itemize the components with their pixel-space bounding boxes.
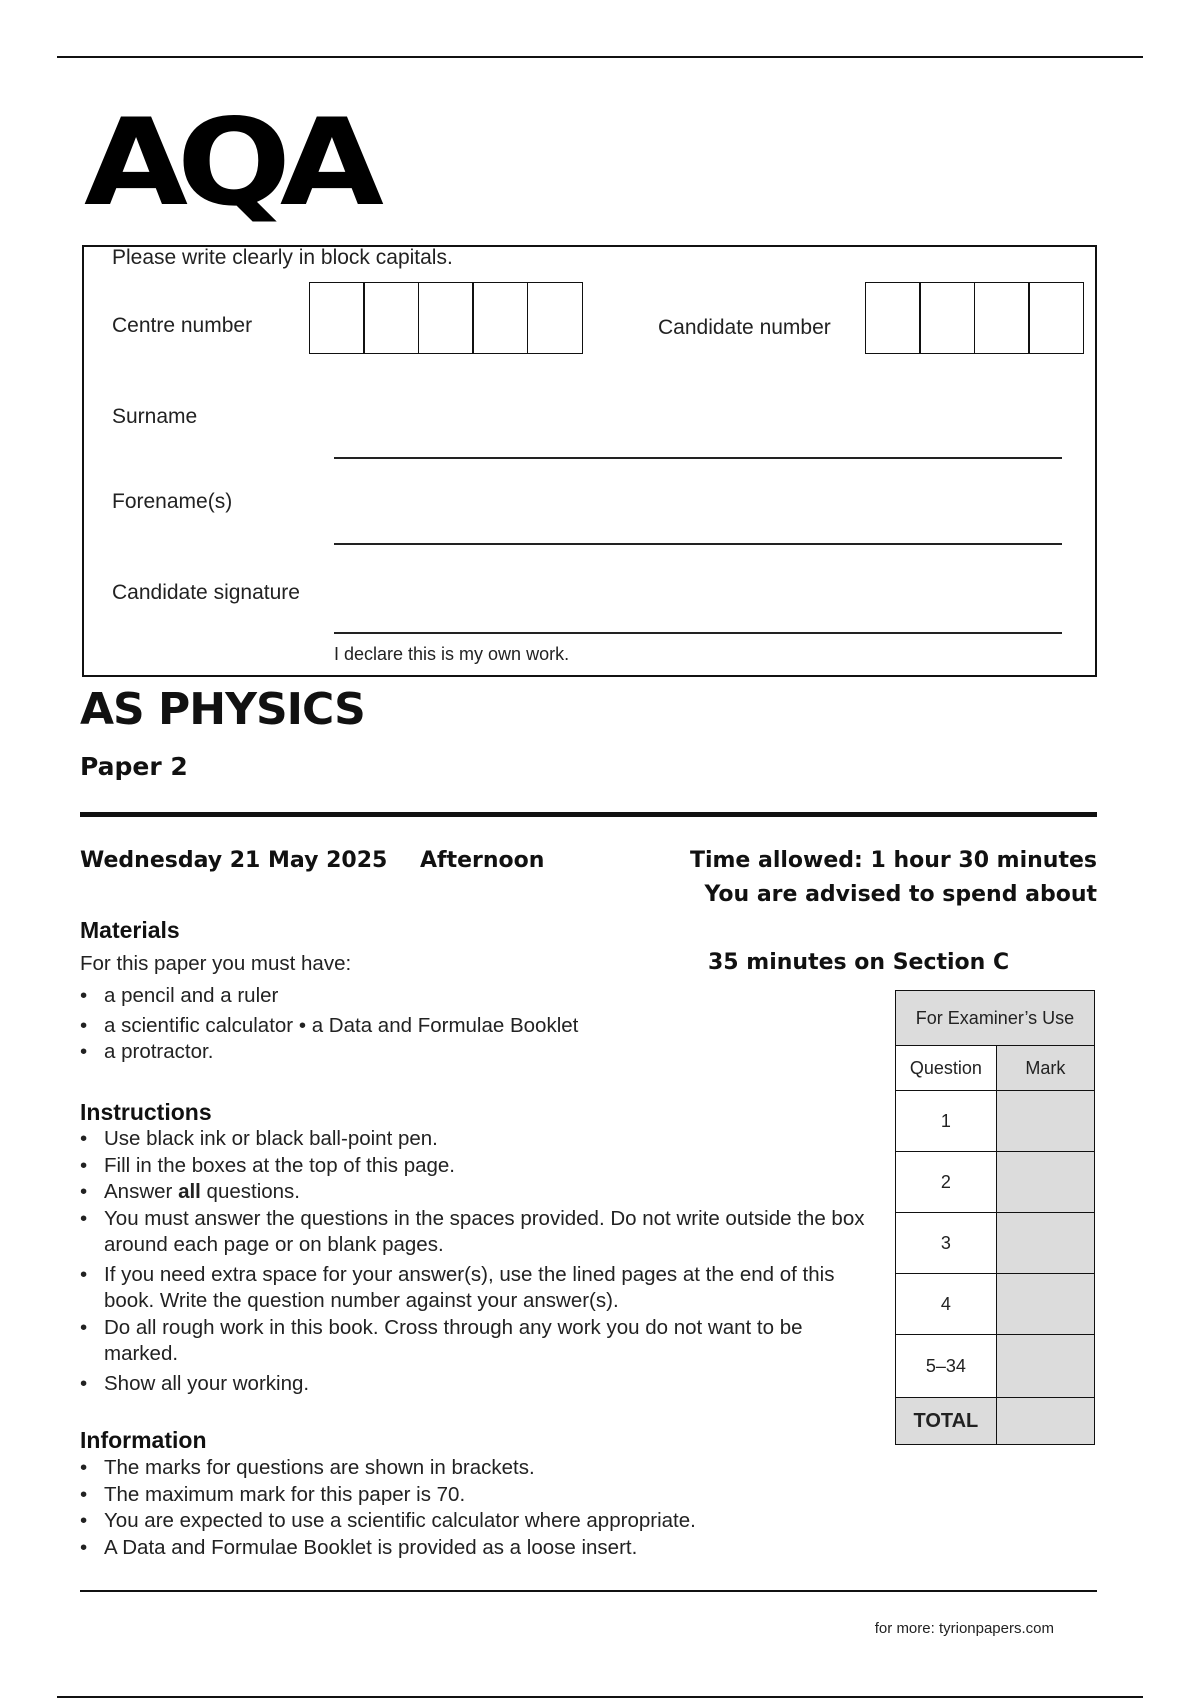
exam-session: Afternoon (420, 848, 545, 873)
list-item: • Fill in the boxes at the top of this page. (80, 1153, 880, 1180)
candidate-number-digit[interactable] (974, 282, 1030, 354)
centre-number-digit[interactable] (309, 282, 365, 354)
list-item: • The marks for questions are shown in brackets. (80, 1455, 880, 1482)
list-item: • Show all your working. (80, 1371, 880, 1398)
candidate-number-digit[interactable] (1028, 282, 1084, 354)
instructions-list (80, 1126, 880, 1397)
signature-field[interactable] (334, 632, 1062, 634)
question-number: 1 (896, 1091, 997, 1152)
subject-title: AS PHYSICS (80, 684, 365, 735)
mark-cell (996, 1335, 1094, 1398)
candidate-number-label: Candidate number (658, 316, 831, 339)
total-label: TOTAL (896, 1398, 997, 1445)
surname-field[interactable] (334, 457, 1062, 459)
advice-line-2: 35 minutes on Section C (708, 950, 1010, 975)
instructions-heading: Instructions (80, 1099, 212, 1125)
candidate-number-boxes[interactable] (866, 282, 1084, 354)
mark-column-header: Mark (996, 1046, 1094, 1091)
list-item: • Answer all questions. (80, 1179, 880, 1206)
centre-number-digit[interactable] (418, 282, 474, 354)
list-item: • The maximum mark for this paper is 70. (80, 1482, 880, 1509)
forenames-label: Forename(s) (112, 490, 233, 513)
list-item: • a scientific calculator • a Data and Formulae Booklet (80, 1013, 840, 1040)
examiner-use-title: For Examiner’s Use (896, 991, 1095, 1046)
bottom-rule (57, 1696, 1143, 1698)
question-number: 5–34 (896, 1335, 997, 1398)
time-allowed: Time allowed: 1 hour 30 minutes (689, 848, 1097, 873)
candidate-number-digit[interactable] (865, 282, 921, 354)
examiner-use-table (895, 990, 1095, 1445)
title-rule (80, 812, 1097, 817)
forenames-field[interactable] (334, 543, 1062, 545)
question-column-header: Question (896, 1046, 997, 1091)
centre-number-digit[interactable] (472, 282, 528, 354)
mark-cell (996, 1152, 1094, 1213)
centre-number-digit[interactable] (363, 282, 419, 354)
advice-line-1: You are advised to spend about (704, 882, 1097, 907)
list-item: • A Data and Formulae Booklet is provided as a loose insert. (80, 1535, 880, 1562)
candidate-number-digit[interactable] (919, 282, 975, 354)
total-mark-cell (996, 1398, 1094, 1445)
signature-label: Candidate signature (112, 581, 300, 604)
materials-list (80, 983, 840, 1066)
information-heading: Information (80, 1427, 207, 1453)
mark-cell (996, 1091, 1094, 1152)
list-item: • If you need extra space for your answer(s), use the lined pages at the end of this book. Write the question number against your answer(s). (80, 1262, 880, 1315)
centre-number-digit[interactable] (527, 282, 583, 354)
question-number: 3 (896, 1213, 997, 1274)
mark-cell (996, 1274, 1094, 1335)
materials-heading: Materials (80, 917, 180, 943)
list-item: • You must answer the questions in the spaces provided. Do not write outside the box around each page or on blank pages. (80, 1206, 880, 1259)
list-item: • a pencil and a ruler (80, 983, 840, 1010)
question-number: 4 (896, 1274, 997, 1335)
question-number: 2 (896, 1152, 997, 1213)
list-item: • Do all rough work in this book. Cross through any work you do not want to be marked. (80, 1315, 880, 1368)
footer-rule (80, 1590, 1097, 1592)
list-item: • Use black ink or black ball-point pen. (80, 1126, 880, 1153)
paper-title: Paper 2 (80, 752, 188, 781)
list-item: • a protractor. (80, 1039, 840, 1066)
declaration-text: I declare this is my own work. (334, 644, 570, 664)
surname-label: Surname (112, 405, 198, 428)
mark-cell (996, 1213, 1094, 1274)
list-item: • You are expected to use a scientific calculator where appropriate. (80, 1508, 880, 1535)
centre-number-label: Centre number (112, 314, 253, 337)
footer-link[interactable]: for more: tyrionpapers.com (874, 1620, 1054, 1637)
exam-date: Wednesday 21 May 2025 (80, 848, 388, 873)
information-list (80, 1455, 880, 1561)
top-rule (57, 56, 1143, 58)
block-capitals-instruction: Please write clearly in block capitals. (112, 246, 453, 269)
centre-number-boxes[interactable] (310, 282, 583, 354)
materials-intro: For this paper you must have: (80, 952, 352, 975)
aqa-logo: AQA (84, 94, 373, 233)
